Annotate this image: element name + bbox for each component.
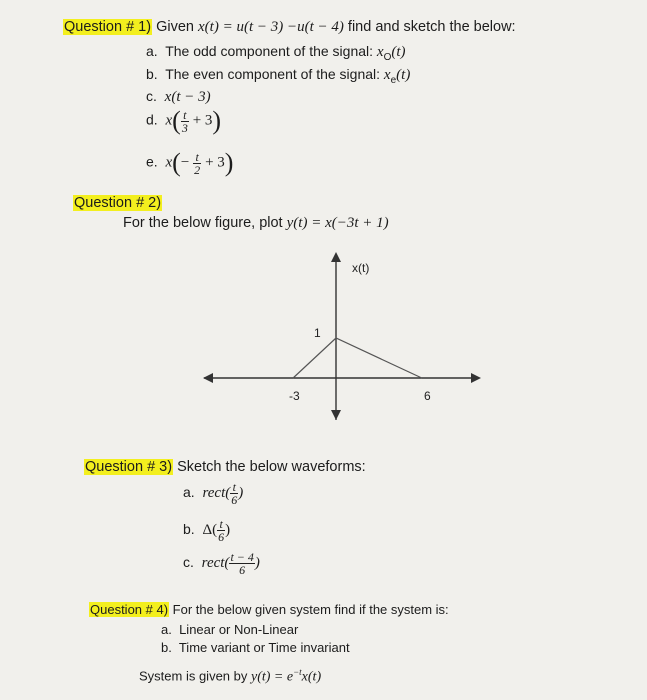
- q1-item-e-pre: x: [165, 154, 173, 171]
- q3-item-a-fn: rect(: [202, 485, 231, 502]
- q3-item-b-close: ): [225, 522, 231, 539]
- q1-item-c-letter: c.: [146, 88, 157, 104]
- q4-item-a-text: Linear or Non-Linear: [179, 622, 299, 637]
- q3-item-a: [183, 481, 243, 506]
- x-axis-arrow-left: [203, 373, 213, 383]
- q1-item-a-sub: O: [383, 51, 392, 63]
- q1-item-b-sub: e: [390, 74, 397, 86]
- q1-item-a-text: The odd component of the signal:: [165, 43, 374, 59]
- x-tick-left: -3: [289, 389, 300, 403]
- q1-item-d: d. x( $\frac{t}{3}$ + 3): [146, 106, 222, 135]
- y-axis-arrow-down: [331, 410, 341, 420]
- q1-item-d-den: 3: [181, 120, 188, 135]
- q1-item-d-pre: x: [165, 112, 173, 129]
- q3-item-b-letter: b.: [183, 521, 195, 538]
- q1-intro: Given: [156, 19, 194, 35]
- q1-item-e-letter: e.: [146, 153, 158, 170]
- q1-item-c-expr: x(t − 3): [164, 89, 211, 105]
- q4-item-b-text: Time variant or Time invariant: [178, 640, 350, 655]
- q4-item-a-letter: a.: [161, 622, 172, 637]
- y-axis-label: x(t): [352, 261, 370, 275]
- q1-label: Question # 1): [64, 19, 152, 35]
- q1-item-e: e. x(− $\frac{t}{2}$ + 3): [146, 148, 234, 177]
- q3-item-a-den: 6: [231, 493, 238, 507]
- q1-item-a-tail: (t): [391, 44, 406, 60]
- q4-item-a: [161, 622, 298, 637]
- q1-item-b-tail: (t): [396, 67, 411, 83]
- q3-text: Sketch the below waveforms:: [177, 459, 366, 475]
- x-axis-arrow-right: [471, 373, 481, 383]
- q3-item-a-close: ): [238, 485, 244, 502]
- q1-item-a-letter: a.: [146, 43, 158, 59]
- q1-item-d-num: t: [181, 109, 189, 122]
- q4-system-tail: x(t): [301, 669, 322, 685]
- signal-triangle: [293, 338, 422, 378]
- q2-text: For the below figure, plot: [123, 215, 283, 231]
- q1-item-d-post: + 3: [192, 112, 213, 129]
- q1-signal: x(t) = u(t − 3) −u(t − 4): [198, 19, 344, 35]
- q1-item-b-letter: b.: [146, 66, 158, 82]
- q1-item-b-math: x: [383, 67, 391, 83]
- x-tick-right: 6: [424, 389, 431, 403]
- q4-label: Question # 4): [90, 602, 169, 617]
- q4-item-b-letter: b.: [161, 640, 172, 655]
- q4-system-exp: −t: [293, 667, 302, 677]
- q4-item-b: [161, 640, 350, 655]
- q3-item-b-num: t: [217, 518, 225, 531]
- q1-item-e-den: 2: [194, 162, 201, 177]
- q3-item-c-num: t − 4: [230, 550, 254, 564]
- q3-item-a-num: t: [230, 481, 238, 494]
- q3-item-c-fn: rect(: [201, 555, 230, 572]
- q4-system-prefix: System is given by: [139, 668, 248, 684]
- peak-tick-label: 1: [314, 326, 321, 340]
- q3-header: [84, 459, 366, 475]
- q3-item-c-den: 6: [239, 563, 246, 577]
- q1-task: find and sketch the below:: [347, 19, 516, 35]
- q4-text: For the below given system find if the system is:: [172, 602, 449, 617]
- q3-item-c-letter: c.: [183, 554, 194, 571]
- q4-header: [89, 602, 449, 617]
- q4-system: [139, 667, 321, 685]
- q3-item-c-close: ): [254, 555, 260, 572]
- y-axis-arrow-up: [331, 252, 341, 262]
- q1-item-e-minus: −: [180, 154, 190, 171]
- q3-item-c: [183, 551, 260, 576]
- q3-item-b: [183, 518, 230, 543]
- q1-item-a-math: x: [376, 44, 384, 60]
- q2-label: Question # 2): [74, 195, 162, 211]
- q1-item-e-num: t: [193, 151, 201, 164]
- q3-item-b-fn: Δ(: [202, 522, 218, 539]
- q3-label: Question # 3): [85, 459, 173, 475]
- q1-item-b-text: The even component of the signal:: [165, 66, 381, 82]
- q4-system-expr: y(t) = e: [251, 669, 294, 685]
- q2-expr: y(t) = x(−3t + 1): [286, 215, 389, 231]
- q1-item-d-letter: d.: [146, 111, 158, 128]
- q1-item-e-post: + 3: [205, 154, 225, 171]
- q3-item-a-letter: a.: [183, 484, 195, 501]
- q3-item-b-den: 6: [218, 530, 225, 544]
